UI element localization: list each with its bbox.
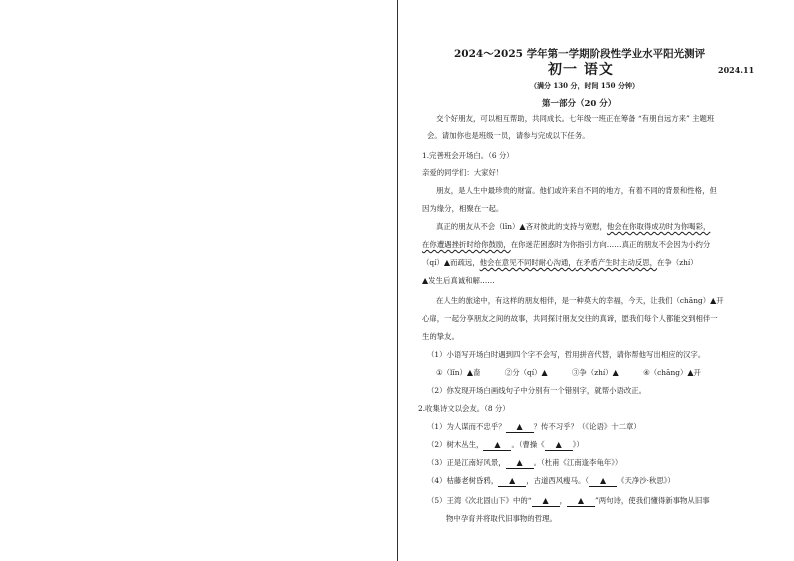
q1-sub2: （2）你发现开场白画线句子中分别有一个错别字，就帮小语改正。 <box>427 386 647 395</box>
text-span: ？传不习乎？（《论语》十二章） <box>533 422 641 431</box>
blank-marker: ▲ <box>599 476 607 485</box>
exam-date: 2024.11 <box>718 65 755 75</box>
intro-line-1: 交个好朋友，可以相互帮助，共同成长。七年级一班正在筹备 “有朋自远方来” 主题班 <box>436 114 715 123</box>
blank-marker: ▲ <box>555 440 562 449</box>
blank-marker: ▲ <box>612 368 619 377</box>
option-2: ②分（qí） <box>504 368 542 377</box>
text-span: ”两句诗，使我们懂得新事物从旧事 <box>594 496 710 505</box>
q1-greeting: 亲爱的同学们：大家好！ <box>422 168 504 177</box>
q2-item-4 <box>427 476 675 487</box>
text-span: 在人生的旅途中，有这样的朋友相伴，是一种莫大的幸福，今天，让我们（chāng） <box>436 296 711 305</box>
blank-marker: ▲ <box>516 422 523 431</box>
text-span: ，古道西风瘦马。（ <box>526 476 590 485</box>
text-span: （2）树木丛生， <box>427 440 484 449</box>
text-span: 开 <box>693 368 701 377</box>
q1-para2-line1 <box>436 222 710 232</box>
text-span: （4）枯藤老树昏鸦， <box>427 476 499 485</box>
q1-para2-line2 <box>422 240 710 250</box>
q1-para2-line3 <box>422 258 698 268</box>
q1-para1-line1: 朋友，是人生中最珍贵的财富。他们或许来自不同的地方，有着不同的背景和性格，但 <box>436 186 717 195</box>
underlined-sentence: 在矛盾产生时主动反思， <box>575 258 658 267</box>
q1-options <box>436 368 701 378</box>
blank-marker: ▲ <box>710 296 717 305</box>
q1-para1-line2: 因为缘分，相聚在一起。 <box>422 204 504 213</box>
q1-para3-line3: 生的挚友。 <box>422 332 459 341</box>
text-span: 啬 <box>473 368 481 377</box>
q1-para3-line1 <box>436 296 724 306</box>
blank-marker: ▲ <box>509 476 516 485</box>
underlined-sentence: 他会在你取得成功时为你喝彩， <box>606 222 711 231</box>
answer-blank[interactable] <box>567 496 595 507</box>
text-span: 。（曹操《 <box>511 440 545 449</box>
subject-title: 初一 语文 <box>548 62 614 78</box>
text-span: 发生后真诚和解…… <box>428 276 495 285</box>
pinyin-qi: （qí） <box>422 258 444 267</box>
part-heading: 第一部分（20 分） <box>542 99 617 109</box>
text-span: 在你迷茫困惑时为你指引方向……真正的朋友不会因为小约分 <box>510 240 711 249</box>
q2-item-3 <box>427 458 622 469</box>
text-span: （5）王湾《次北固山下》中的“ <box>427 496 532 505</box>
blank-marker: ▲ <box>443 258 451 267</box>
pinyin-lin: 真正的朋友从不会（lǐn） <box>436 222 520 231</box>
option-3: ③争（zhí） <box>572 368 613 377</box>
q1-para3-line2: 心扉，一起分享朋友之间的故事，共同探讨朋友交往的真谛，愿我们每个人都能交到相伴一 <box>422 314 718 323</box>
blank-marker: ▲ <box>516 458 523 467</box>
pinyin-zhi: 在争（zhí） <box>657 258 698 267</box>
blank-marker: ▲ <box>541 368 548 377</box>
answer-blank[interactable] <box>506 422 534 433</box>
text-span: ， <box>559 496 567 505</box>
text-span: 。（杜甫《江南逢李龟年》） <box>533 458 623 467</box>
blank-marker: ▲ <box>422 276 429 285</box>
underlined-sentence: 他会在意见不同时耐心沟通， <box>479 258 576 267</box>
blank-marker: ▲ <box>542 496 549 505</box>
text-span: （3）正是江南好风景， <box>427 458 506 467</box>
q2-item-5 <box>427 496 710 507</box>
text-span: 而疏远， <box>450 258 480 267</box>
text-span: 吝对彼此的支持与宽慰， <box>525 222 607 231</box>
blank-marker: ▲ <box>466 368 474 377</box>
fold-line <box>397 0 398 561</box>
q2-item-5-line2: 物中孕育并将取代旧事物的哲理。 <box>446 514 557 523</box>
answer-blank[interactable] <box>498 476 526 487</box>
text-span: 》） <box>572 440 584 449</box>
blank-marker: ▲ <box>577 496 585 505</box>
answer-blank[interactable] <box>483 440 511 451</box>
q1-sub1: （1）小语写开场白时遇到四个字不会写，哲用拼音代替，请你帮他写出相应的汉字。 <box>427 350 706 359</box>
q2-item-1 <box>427 422 641 433</box>
exam-info: （满分 130 分，时间 150 分钟） <box>530 81 639 90</box>
answer-blank[interactable] <box>532 496 560 507</box>
text-span: 开 <box>716 296 724 305</box>
q2-item-2 <box>427 440 584 451</box>
answer-blank[interactable] <box>589 476 617 487</box>
option-4: ④（chāng） <box>643 368 688 377</box>
answer-blank[interactable] <box>506 458 534 469</box>
underlined-sentence: 在你遭遇挫折时给你鼓励， <box>422 240 511 249</box>
option-1: ①（lǐn） <box>436 368 467 377</box>
answer-blank[interactable] <box>545 440 573 451</box>
exam-title: 2024～2025 学年第一学期阶段性学业水平阳光测评 <box>454 48 706 60</box>
intro-line-2: 会。请加你也是班级一员，请参与完成以下任务。 <box>427 131 590 140</box>
q1-title: 1.完善班会开场白。（6 分） <box>422 151 514 160</box>
blank-marker: ▲ <box>519 222 526 231</box>
text-span: 《天净沙·秋思》） <box>617 476 675 485</box>
q2-title: 2.收集诗文以会友。（8 分） <box>418 404 510 413</box>
text-span: （1）为人谋而不忠乎？ <box>427 422 506 431</box>
blank-marker: ▲ <box>494 440 501 449</box>
q1-para2-line4 <box>422 276 495 286</box>
blank-marker: ▲ <box>687 368 694 377</box>
